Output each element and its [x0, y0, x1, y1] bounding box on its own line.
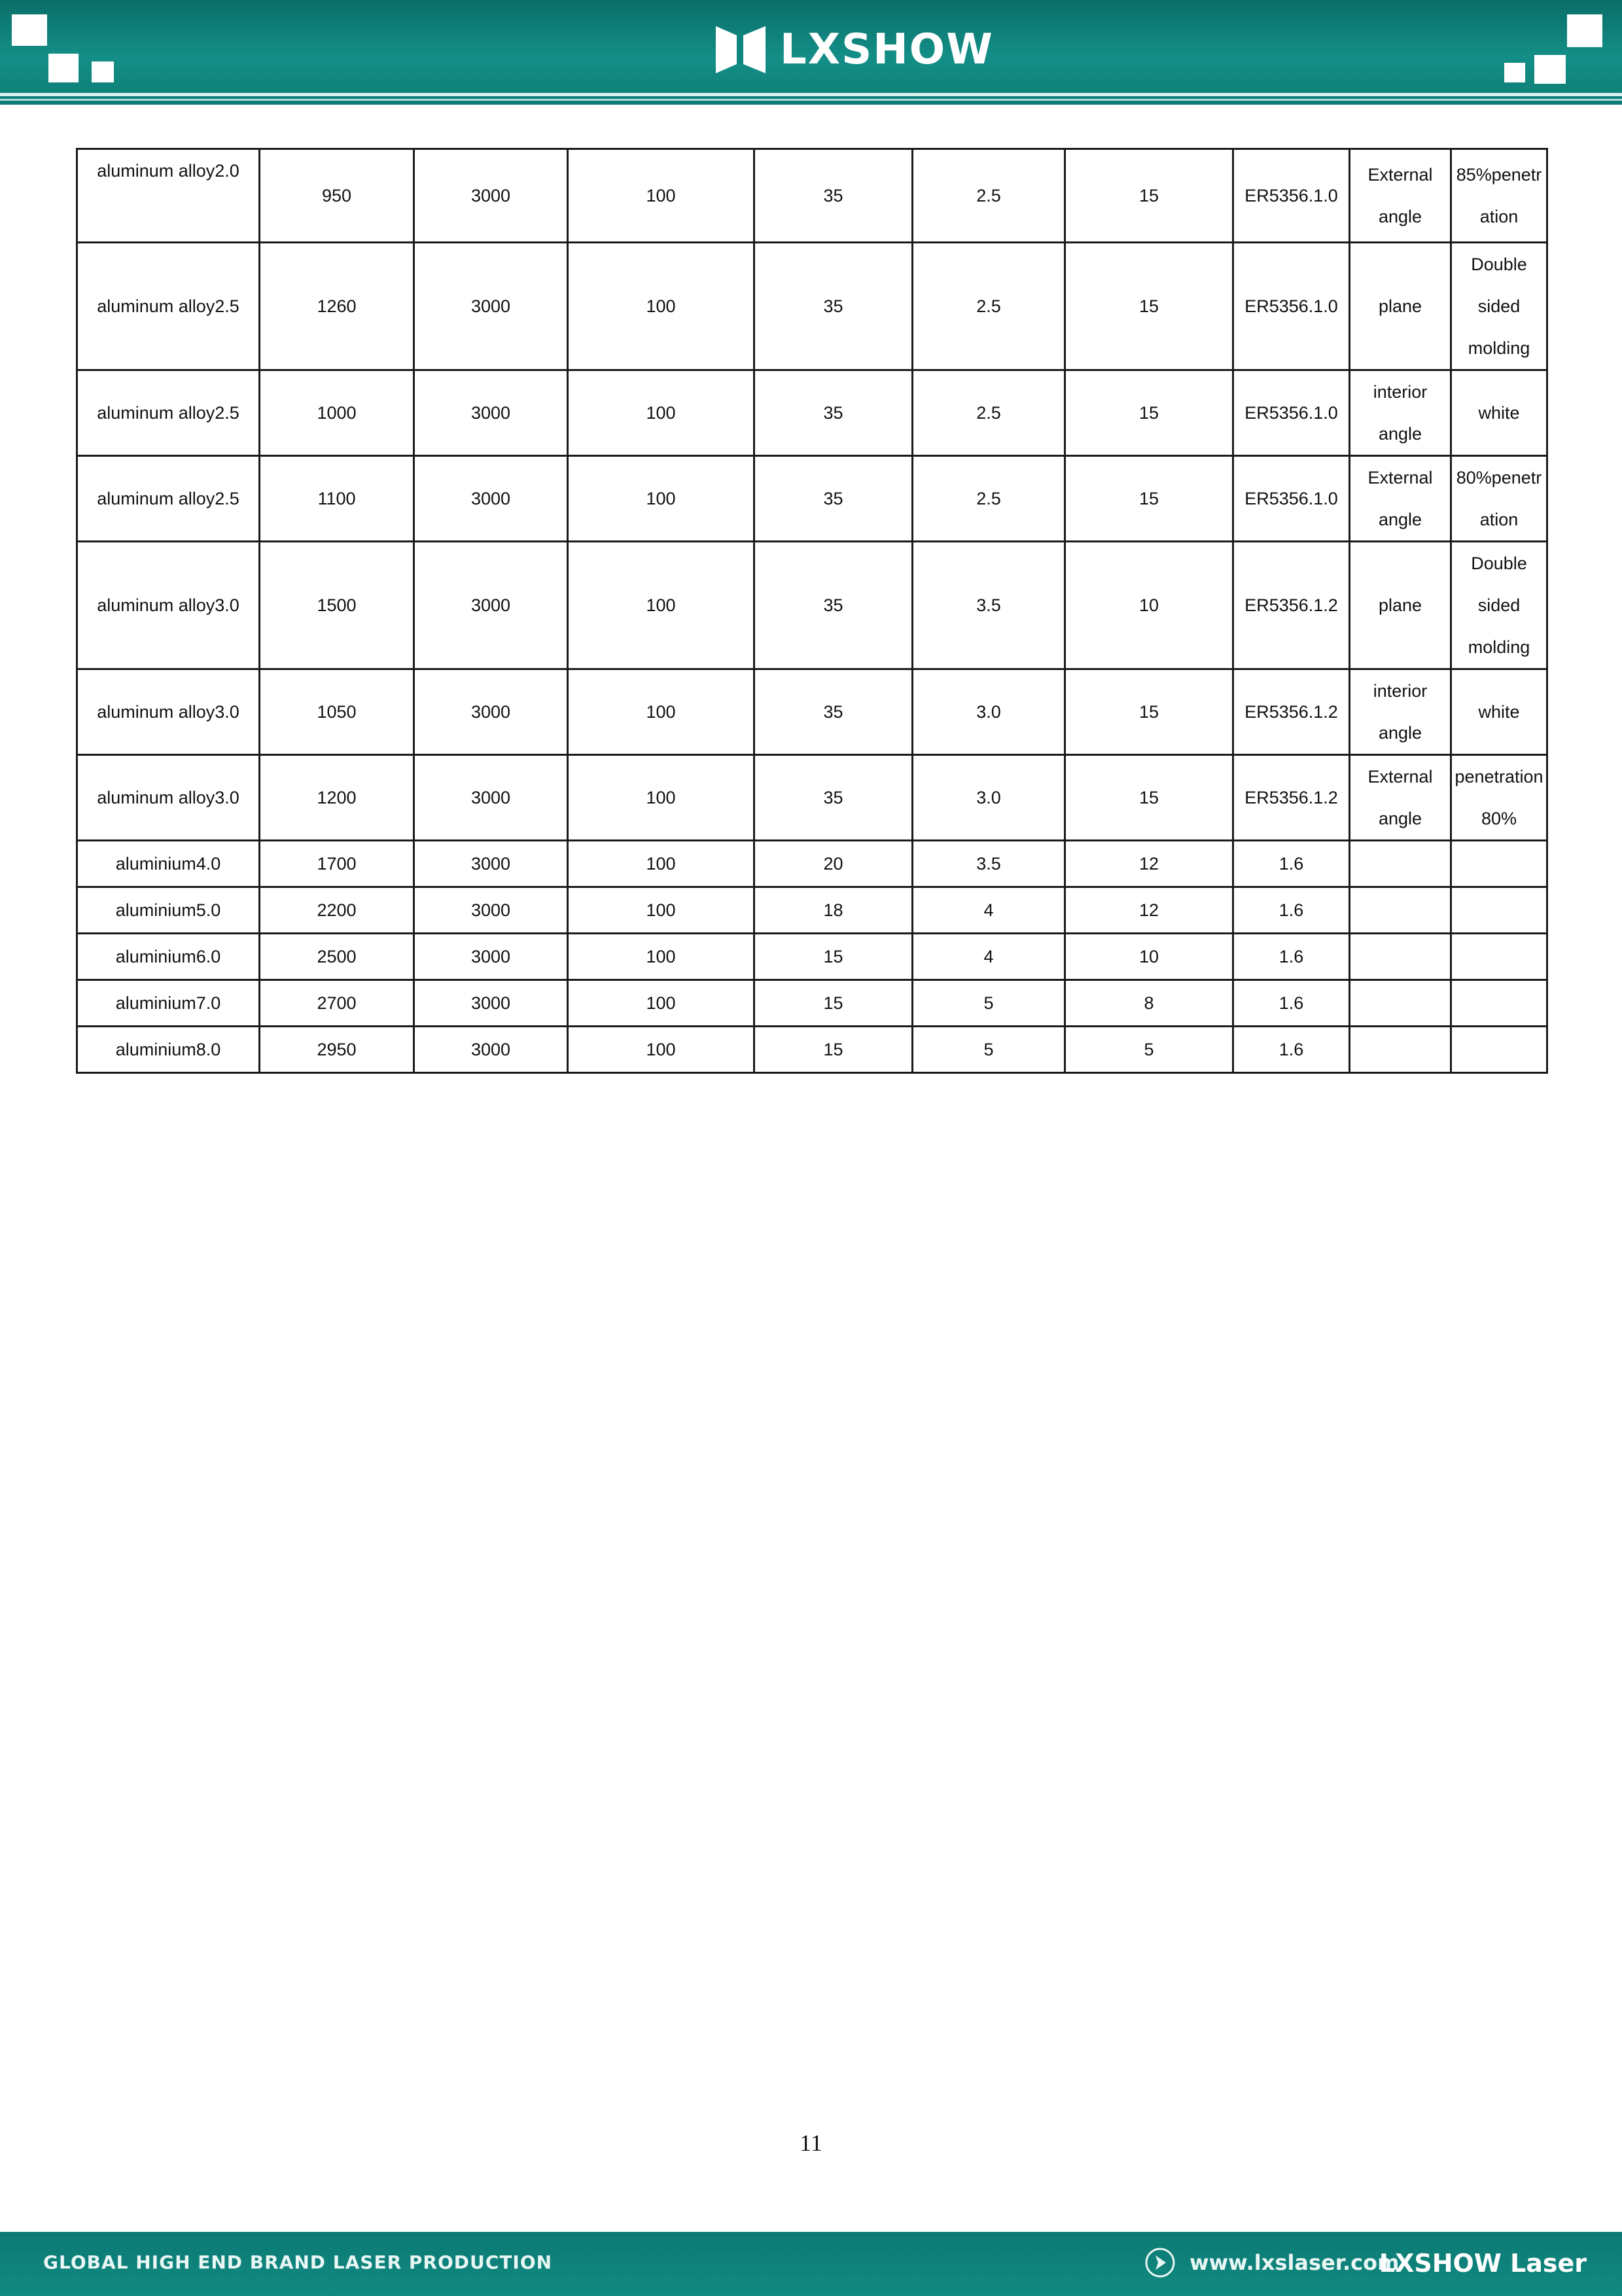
- table-cell: 2500: [260, 934, 414, 980]
- table-cell: 15: [1065, 243, 1233, 370]
- cell-line: angle: [1378, 424, 1422, 444]
- table-cell: [1451, 149, 1547, 243]
- table-cell: [1350, 980, 1451, 1027]
- table-row: [77, 980, 1547, 1027]
- table-row: [77, 456, 1547, 542]
- table-cell: 3000: [414, 1027, 568, 1073]
- decor-square: [1504, 63, 1525, 82]
- table-cell: 3.5: [913, 841, 1065, 887]
- parameter-table: [76, 148, 1546, 1074]
- table-cell: aluminium5.0: [77, 887, 260, 934]
- cell-line: angle: [1378, 207, 1422, 226]
- table-cell: 35: [754, 755, 913, 841]
- table-cell: aluminium4.0: [77, 841, 260, 887]
- table-row: [77, 755, 1547, 841]
- table-cell: 3000: [414, 755, 568, 841]
- table-cell: white: [1451, 370, 1547, 456]
- table-cell: 3000: [414, 542, 568, 669]
- table-cell: 100: [568, 841, 754, 887]
- table-cell: 15: [754, 934, 913, 980]
- table-cell: white: [1451, 669, 1547, 755]
- table-cell: 3000: [414, 243, 568, 370]
- table-cell: ER5356.1.2: [1233, 542, 1350, 669]
- page-number: 11: [800, 2130, 822, 2156]
- table-cell: 1700: [260, 841, 414, 887]
- brand-logo: [713, 22, 994, 77]
- table-cell: 100: [568, 542, 754, 669]
- table-cell: 2700: [260, 980, 414, 1027]
- cell-line: sided: [1477, 595, 1521, 615]
- table-cell: 1.6: [1233, 887, 1350, 934]
- table-cell: 1.6: [1233, 1027, 1350, 1073]
- table-cell: 1050: [260, 669, 414, 755]
- table-cell: [1451, 980, 1547, 1027]
- table-row: [77, 243, 1547, 370]
- lxshow-logo-icon: [713, 24, 768, 76]
- table-cell: 1.6: [1233, 841, 1350, 887]
- cell-line: External: [1367, 767, 1433, 786]
- table-cell: 15: [754, 980, 913, 1027]
- table-cell: 18: [754, 887, 913, 934]
- table-cell: aluminium7.0: [77, 980, 260, 1027]
- logo-text: LXSHOW: [780, 26, 994, 74]
- table-cell: 35: [754, 370, 913, 456]
- table-cell: 4: [913, 934, 1065, 980]
- table-cell: 5: [913, 980, 1065, 1027]
- table-cell: 100: [568, 887, 754, 934]
- table-cell: 10: [1065, 934, 1233, 980]
- table-cell: 2950: [260, 1027, 414, 1073]
- footer-brand: LXSHOW Laser: [1379, 2249, 1587, 2278]
- table-cell: 12: [1065, 841, 1233, 887]
- cell-line: interior: [1373, 681, 1428, 701]
- table-cell: 1500: [260, 542, 414, 669]
- table-cell: 3000: [414, 149, 568, 243]
- table-row: [77, 934, 1547, 980]
- table-cell: 2.5: [913, 370, 1065, 456]
- table-cell: ER5356.1.0: [1233, 243, 1350, 370]
- table-cell: 3000: [414, 669, 568, 755]
- cell-line: External: [1367, 165, 1433, 185]
- table-cell: 15: [1065, 669, 1233, 755]
- table-cell: 35: [754, 243, 913, 370]
- cell-line: angle: [1378, 723, 1422, 743]
- decor-square: [92, 62, 114, 82]
- table-cell: aluminum alloy2.0: [77, 149, 260, 243]
- table-cell: 100: [568, 1027, 754, 1073]
- table-cell: ER5356.1.0: [1233, 456, 1350, 542]
- table-cell: aluminium6.0: [77, 934, 260, 980]
- arrow-circle-icon: [1144, 2246, 1176, 2279]
- cell-line: penetration: [1455, 767, 1543, 786]
- page-footer: [0, 2232, 1622, 2296]
- table-cell: 950: [260, 149, 414, 243]
- table-cell: plane: [1350, 542, 1451, 669]
- table-cell: 4: [913, 887, 1065, 934]
- table-cell: [1451, 887, 1547, 934]
- table-cell: [1350, 841, 1451, 887]
- table-cell: 15: [1065, 456, 1233, 542]
- table-cell: 35: [754, 542, 913, 669]
- table-cell: 1000: [260, 370, 414, 456]
- table-cell: [1350, 456, 1451, 542]
- table-cell: 100: [568, 980, 754, 1027]
- table-cell: 15: [754, 1027, 913, 1073]
- cell-line: angle: [1378, 510, 1422, 529]
- cell-line: External: [1367, 468, 1433, 487]
- table-cell: 3000: [414, 841, 568, 887]
- table-row: [77, 542, 1547, 669]
- table-cell: 3000: [414, 980, 568, 1027]
- table-cell: 8: [1065, 980, 1233, 1027]
- table-cell: plane: [1350, 243, 1451, 370]
- cell-line: 85%penetr: [1456, 165, 1542, 185]
- table-cell: aluminum alloy2.5: [77, 456, 260, 542]
- table-cell: 1.6: [1233, 934, 1350, 980]
- header-rule: [0, 99, 1622, 101]
- table-cell: aluminium8.0: [77, 1027, 260, 1073]
- decor-square: [1534, 55, 1566, 84]
- table-cell: aluminum alloy2.5: [77, 243, 260, 370]
- table-cell: ER5356.1.0: [1233, 370, 1350, 456]
- table-cell: 2.5: [913, 149, 1065, 243]
- table-cell: [1451, 456, 1547, 542]
- table-cell: 100: [568, 149, 754, 243]
- table-cell: 35: [754, 149, 913, 243]
- table-cell: 10: [1065, 542, 1233, 669]
- table-cell: 3.0: [913, 669, 1065, 755]
- table-body: [77, 149, 1547, 1073]
- table-cell: aluminum alloy3.0: [77, 669, 260, 755]
- table-row: [77, 841, 1547, 887]
- table-row: [77, 370, 1547, 456]
- table-cell: 100: [568, 934, 754, 980]
- table-cell: 5: [1065, 1027, 1233, 1073]
- table-cell: 20: [754, 841, 913, 887]
- table-cell: 2200: [260, 887, 414, 934]
- table-cell: 100: [568, 370, 754, 456]
- table-cell: 5: [913, 1027, 1065, 1073]
- page-header: [0, 0, 1622, 105]
- table-cell: [1451, 1027, 1547, 1073]
- cell-line: ation: [1479, 207, 1519, 226]
- cell-line: Double: [1471, 554, 1527, 573]
- table-cell: aluminum alloy2.5: [77, 370, 260, 456]
- table-cell: aluminum alloy3.0: [77, 755, 260, 841]
- table-cell: 100: [568, 669, 754, 755]
- decor-square: [48, 54, 79, 82]
- table-cell: [1451, 841, 1547, 887]
- cell-line: molding: [1468, 338, 1530, 358]
- table-cell: 3000: [414, 934, 568, 980]
- cell-line: 80%penetr: [1456, 468, 1542, 487]
- table-cell: 3.0: [913, 755, 1065, 841]
- table-cell: 15: [1065, 755, 1233, 841]
- footer-website: [1144, 2246, 1399, 2279]
- table-cell: 15: [1065, 370, 1233, 456]
- table-row: [77, 887, 1547, 934]
- cell-line: molding: [1468, 637, 1530, 657]
- cell-line: interior: [1373, 382, 1428, 402]
- table-cell: [1350, 669, 1451, 755]
- table-cell: [1451, 755, 1547, 841]
- table-cell: 2.5: [913, 456, 1065, 542]
- table-cell: ER5356.1.2: [1233, 755, 1350, 841]
- table-cell: 12: [1065, 887, 1233, 934]
- table-cell: [1451, 542, 1547, 669]
- table-cell: 100: [568, 243, 754, 370]
- table-cell: 35: [754, 669, 913, 755]
- table-cell: 2.5: [913, 243, 1065, 370]
- cell-line: Double: [1471, 255, 1527, 274]
- table-cell: ER5356.1.2: [1233, 669, 1350, 755]
- cell-line: 80%: [1481, 809, 1517, 828]
- table-cell: 1260: [260, 243, 414, 370]
- table-row: [77, 149, 1547, 243]
- table-cell: 3000: [414, 370, 568, 456]
- decor-square: [12, 14, 47, 46]
- table-row: [77, 669, 1547, 755]
- table-cell: [1350, 370, 1451, 456]
- table-cell: 1200: [260, 755, 414, 841]
- cell-line: angle: [1378, 809, 1422, 828]
- table-cell: 1100: [260, 456, 414, 542]
- table-cell: [1350, 887, 1451, 934]
- table-cell: [1451, 243, 1547, 370]
- table-row: [77, 1027, 1547, 1073]
- table-cell: [1350, 1027, 1451, 1073]
- table-cell: 15: [1065, 149, 1233, 243]
- table-cell: 100: [568, 755, 754, 841]
- header-rule: [0, 93, 1622, 96]
- cell-line: ation: [1479, 510, 1519, 529]
- table-cell: [1350, 755, 1451, 841]
- table-cell: 3.5: [913, 542, 1065, 669]
- table-cell: 3000: [414, 887, 568, 934]
- table-cell: [1350, 934, 1451, 980]
- cell-line: sided: [1477, 296, 1521, 316]
- table-cell: 100: [568, 456, 754, 542]
- table-cell: [1350, 149, 1451, 243]
- table-cell: 35: [754, 456, 913, 542]
- table-cell: [1451, 934, 1547, 980]
- table-cell: ER5356.1.0: [1233, 149, 1350, 243]
- table-cell: 1.6: [1233, 980, 1350, 1027]
- footer-tagline: GLOBAL HIGH END BRAND LASER PRODUCTION: [43, 2252, 553, 2273]
- decor-square: [1567, 14, 1602, 47]
- table-cell: 3000: [414, 456, 568, 542]
- website-text: www.lxslaser.com: [1190, 2250, 1400, 2275]
- table-cell: aluminum alloy3.0: [77, 542, 260, 669]
